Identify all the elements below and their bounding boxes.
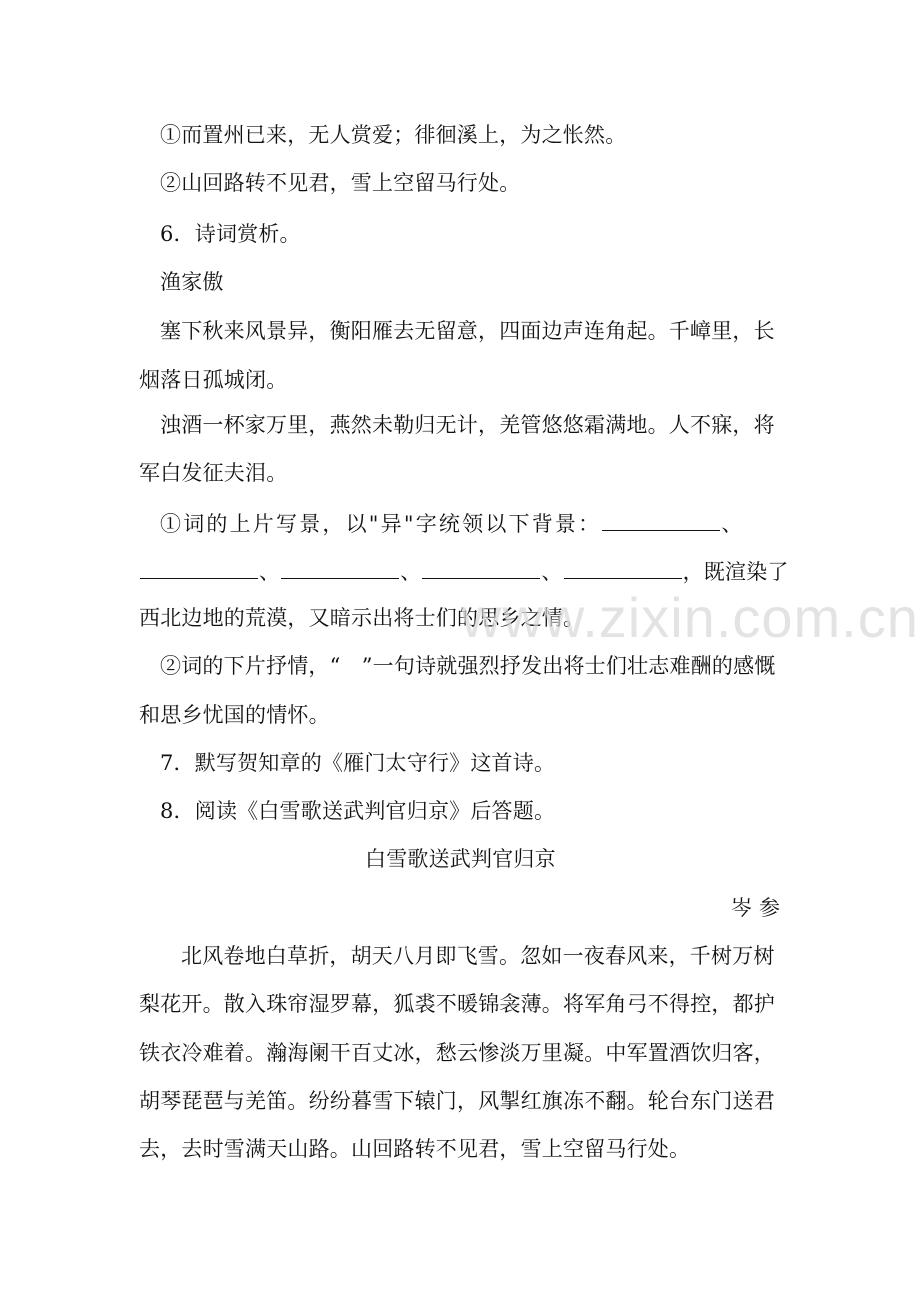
poem-body-line: 北风卷地白草折，胡天八月即飞雪。忽如一夜春风来，千树万树 xyxy=(181,944,775,968)
question-6-part-1-text: ①词的上片写景，以"异"字统领以下背景： xyxy=(160,512,602,536)
answer-blank xyxy=(564,558,682,579)
answer-blank xyxy=(422,558,540,579)
poem-body-line: 梨花开。散入珠帘湿罗幕，狐裘不暖锦衾薄。将军角弓不得控，都护 xyxy=(139,992,775,1016)
answer-blank xyxy=(602,510,720,531)
blank-separator: 、 xyxy=(541,560,563,584)
poem-title: 白雪歌送武判官归京 xyxy=(365,847,556,871)
question-6-heading: 6．诗词赏析。 xyxy=(160,222,301,246)
poem-body-line: 铁衣冷难着。瀚海阑干百丈冰，愁云惨淡万里凝。中军置酒饮归客， xyxy=(139,1041,775,1065)
question-6-part-1 xyxy=(160,510,745,538)
question-6-part-1-end: 西北边地的荒漠，又暗示出将士们的思乡之情。 xyxy=(139,606,585,630)
poem-stanza-1-line-1: 塞下秋来风景异，衡阳雁去无留意，四面边声连角起。千嶂里，长 xyxy=(160,319,775,343)
question-6-part-1-blanks xyxy=(139,558,789,586)
poem-stanza-2-line-2: 军白发征夫泪。 xyxy=(139,461,288,485)
blank-separator: 、 xyxy=(400,560,422,584)
answer-line-1: ①而置州已来，无人赏爱；徘徊溪上，为之怅然。 xyxy=(160,123,627,147)
poem-body-line: 胡琴琵琶与羌笛。纷纷暮雪下辕门，风掣红旗冻不翻。轮台东门送君 xyxy=(139,1089,775,1113)
question-8: 8．阅读《白雪歌送武判官归京》后答题。 xyxy=(160,799,556,823)
poem-author: 岑参 xyxy=(731,896,787,920)
poem-stanza-2-line-1: 浊酒一杯家万里，燕然未勒归无计，羌管悠悠霜满地。人不寐，将 xyxy=(160,413,775,437)
poem-title-yujiaao: 渔家傲 xyxy=(160,270,224,294)
watermark: www.zixin.com.cn xyxy=(461,586,919,649)
poem-body-line: 去，去时雪满天山路。山回路转不见君，雪上空留马行处。 xyxy=(139,1137,691,1161)
question-6-part-1-tail: ，既渲染了 xyxy=(682,560,789,584)
question-6-part-2: ②词的下片抒情，“ ”一句诗就强烈抒发出将士们壮志难酬的感慨 xyxy=(160,654,776,678)
blank-separator: 、 xyxy=(259,560,281,584)
poem-stanza-1-line-2: 烟落日孤城闭。 xyxy=(139,368,288,392)
answer-blank xyxy=(281,558,399,579)
answer-line-2: ②山回路转不见君，雪上空留马行处。 xyxy=(160,171,521,195)
question-7: 7．默写贺知章的《雁门太守行》这首诗。 xyxy=(160,751,556,775)
blank-separator: 、 xyxy=(721,512,745,536)
question-6-part-2-end: 和思乡忧国的情怀。 xyxy=(139,703,330,727)
answer-blank xyxy=(140,558,258,579)
